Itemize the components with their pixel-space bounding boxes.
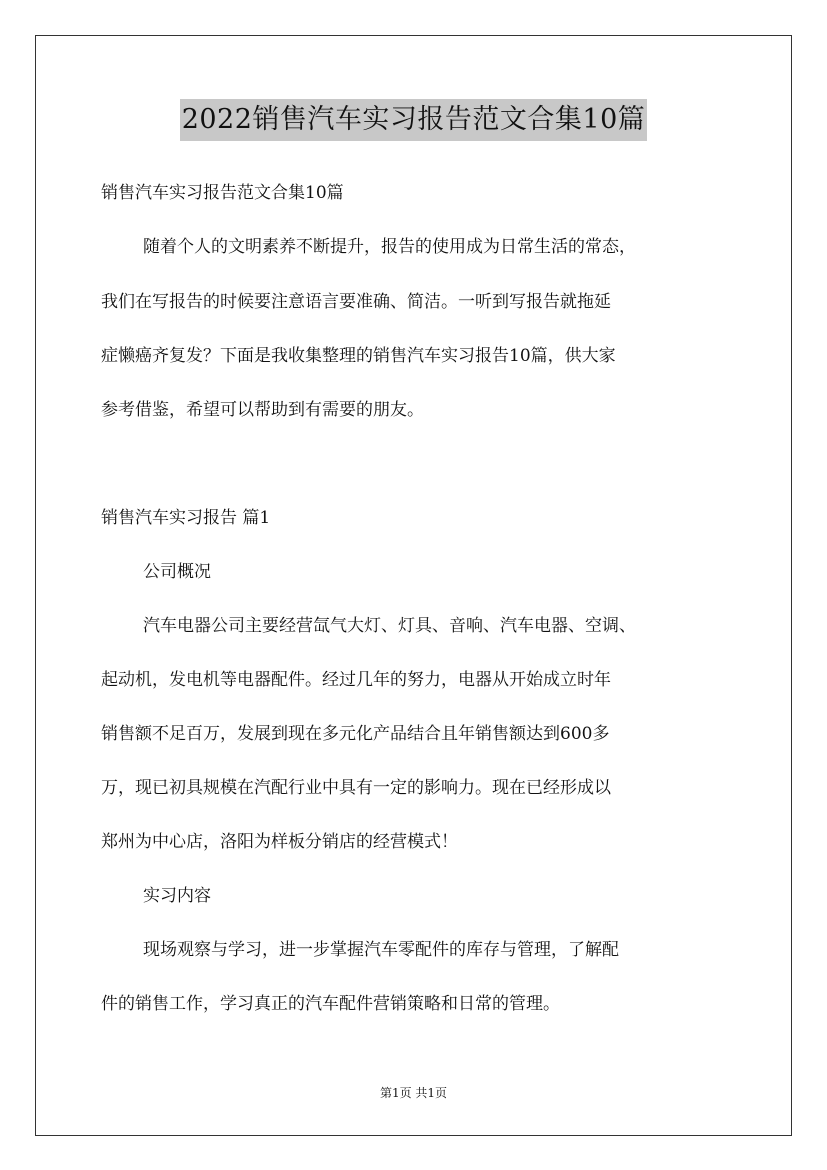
page-footer: 第1页 共1页 (379, 1086, 448, 1100)
subheading-company-overview: 公司概况 (143, 562, 211, 582)
intro-line: 我们在写报告的时候要注意语言要准确、简洁。一听到写报告就拖延 (101, 292, 611, 312)
paragraph-line: 现场观察与学习，进一步掌握汽车零配件的库存与管理，了解配 (143, 940, 619, 960)
document-title: 2022销售汽车实习报告范文合集10篇 (180, 99, 648, 141)
intro-line: 参考借鉴，希望可以帮助到有需要的朋友。 (101, 400, 424, 420)
section-heading: 销售汽车实习报告 篇1 (101, 508, 271, 528)
paragraph-line: 汽车电器公司主要经营氙气大灯、灯具、音响、汽车电器、空调、 (143, 616, 636, 636)
paragraph-line: 件的销售工作，学习真正的汽车配件营销策略和日常的管理。 (101, 994, 560, 1014)
paragraph-line: 万，现已初具规模在汽配行业中具有一定的影响力。现在已经形成以 (101, 778, 611, 798)
paragraph-line: 起动机，发电机等电器配件。经过几年的努力，电器从开始成立时年 (101, 670, 611, 690)
paragraph-line: 郑州为中心店，洛阳为样板分销店的经营模式！ (101, 832, 458, 852)
paragraph-line: 销售额不足百万，发展到现在多元化产品结合且年销售额达到600多 (101, 724, 610, 744)
intro-line: 症懒癌齐复发？下面是我收集整理的销售汽车实习报告10篇，供大家 (101, 346, 616, 366)
title-container (0, 99, 827, 141)
subheading-internship-content: 实习内容 (143, 886, 211, 906)
document-subtitle: 销售汽车实习报告范文合集10篇 (101, 183, 344, 203)
intro-line: 随着个人的文明素养不断提升，报告的使用成为日常生活的常态， (143, 237, 636, 257)
